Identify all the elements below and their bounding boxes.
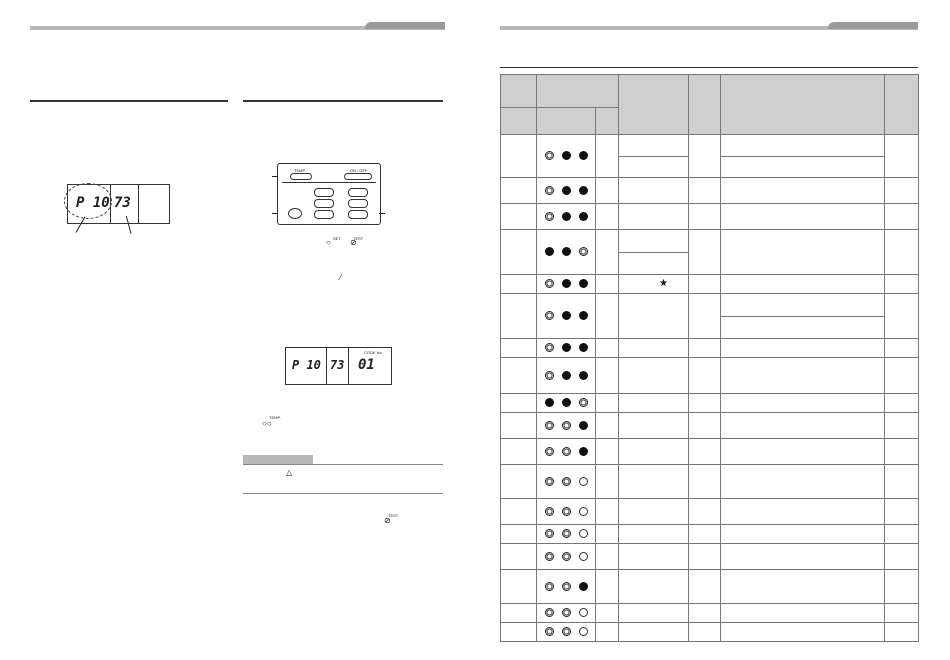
test-icon: ⊘ — [350, 238, 357, 247]
table-cell — [596, 394, 619, 413]
table-cell — [885, 439, 919, 465]
table-cell — [619, 413, 689, 439]
lcd-divider — [326, 348, 327, 384]
table-cell — [689, 294, 721, 339]
lamp-blink-icon — [562, 421, 571, 430]
lamp-on-icon — [579, 447, 588, 456]
table-cell — [619, 465, 689, 499]
table-row — [501, 623, 919, 642]
table-cell — [501, 623, 537, 642]
table-cell — [721, 499, 885, 525]
temp-arrows-icon: ○○ — [262, 419, 272, 428]
lamp-blink-icon — [579, 398, 588, 407]
table-cell — [619, 570, 689, 604]
lamp-blink-icon — [562, 582, 571, 591]
table-cell — [596, 294, 619, 339]
lamp-on-icon — [562, 212, 571, 221]
table-cell — [885, 294, 919, 339]
remote-left-bracket — [272, 176, 278, 177]
lamp-cell — [537, 604, 596, 623]
lamp-cell — [537, 230, 596, 275]
lamp-blink-icon — [562, 447, 571, 456]
lamp-cell — [537, 294, 596, 339]
table-cell — [721, 394, 885, 413]
table-cell — [689, 623, 721, 642]
test-small-icon: ⊘ — [384, 516, 391, 525]
lamp-on-icon — [562, 151, 571, 160]
lamp-blink-icon — [545, 529, 554, 538]
left-col-rule — [30, 100, 228, 102]
table-cell — [501, 499, 537, 525]
table-cell — [721, 570, 885, 604]
table-cell — [689, 358, 721, 394]
star-icon: ★ — [659, 278, 668, 289]
set-icon-label: SET — [333, 236, 341, 241]
onoff-button[interactable] — [344, 173, 372, 180]
lamp-on-icon — [562, 279, 571, 288]
table-cell — [619, 525, 689, 544]
table-row — [501, 439, 919, 465]
table-cell — [721, 604, 885, 623]
lamp-cell — [537, 358, 596, 394]
table-cell — [885, 275, 919, 294]
lcd-segment-left: P 10 — [76, 195, 110, 211]
table-cell — [885, 499, 919, 525]
lamp-blink-icon — [562, 507, 571, 516]
lamp-cell — [537, 439, 596, 465]
table-cell — [689, 439, 721, 465]
lamp-blink-icon — [545, 311, 554, 320]
lcd-segment-left: P 10 — [292, 358, 321, 372]
table-cell — [885, 604, 919, 623]
table-cell — [885, 204, 919, 230]
table-cell — [501, 339, 537, 358]
lamp-blink-icon — [545, 279, 554, 288]
table-cell — [721, 135, 885, 178]
lamp-off-icon — [579, 608, 588, 617]
table-cell — [885, 525, 919, 544]
table-row — [501, 604, 919, 623]
table-cell — [721, 465, 885, 499]
lcd-segment-right: 01 — [358, 357, 375, 373]
lamp-blink-icon — [545, 343, 554, 352]
table-cell — [501, 294, 537, 339]
note-rule-top — [243, 464, 443, 465]
table-cell — [501, 275, 537, 294]
note-icon: △ — [286, 468, 293, 477]
table-cell — [596, 358, 619, 394]
lamp-blink-icon — [545, 507, 554, 516]
lamp-on-icon — [579, 371, 588, 380]
table-cell — [596, 230, 619, 275]
set-button[interactable] — [314, 210, 334, 219]
lamp-cell — [537, 570, 596, 604]
table-cell — [501, 394, 537, 413]
lamp-blink-icon — [545, 447, 554, 456]
remote-divider — [282, 182, 376, 183]
table-cell — [596, 439, 619, 465]
table-cell — [689, 394, 721, 413]
test-icon-label: TEST — [353, 236, 364, 241]
table-row — [501, 413, 919, 439]
table-cell — [721, 178, 885, 204]
table-cell — [619, 339, 689, 358]
table-cell — [885, 339, 919, 358]
onoff-label: ON / OFF — [350, 168, 368, 173]
table-cell — [689, 525, 721, 544]
lamp-on-icon — [562, 371, 571, 380]
table-cell — [619, 499, 689, 525]
table-cell — [619, 623, 689, 642]
note-header-bar — [243, 455, 313, 464]
lamp-cell — [537, 499, 596, 525]
note-rule-bottom — [243, 493, 443, 494]
lamp-blink-icon — [545, 371, 554, 380]
lamp-on-icon — [545, 398, 554, 407]
mode-button[interactable] — [314, 199, 334, 208]
dashed-circle — [64, 183, 112, 219]
table-cell — [885, 570, 919, 604]
lamp-blink-icon — [545, 151, 554, 160]
table-cell — [596, 204, 619, 230]
table-row — [501, 339, 919, 358]
table-cell — [689, 544, 721, 570]
lamp-off-icon — [579, 627, 588, 636]
check-code-table — [500, 74, 919, 642]
table-row — [501, 275, 919, 294]
lamp-cell — [537, 339, 596, 358]
table-cell — [596, 339, 619, 358]
table-cell — [501, 439, 537, 465]
lamp-blink-icon — [545, 212, 554, 221]
table-cell — [721, 294, 885, 339]
lamp-off-icon — [579, 477, 588, 486]
table-cell — [596, 178, 619, 204]
table-cell — [885, 394, 919, 413]
lamp-on-icon — [562, 186, 571, 195]
lamp-on-icon — [579, 151, 588, 160]
table-row — [501, 358, 919, 394]
table-cell — [501, 570, 537, 604]
table-cell — [619, 204, 689, 230]
lamp-blink-icon — [562, 477, 571, 486]
lamp-cell — [537, 525, 596, 544]
table-cell — [885, 178, 919, 204]
table-row — [501, 570, 919, 604]
lamp-on-icon — [579, 311, 588, 320]
lamp-on-icon — [579, 582, 588, 591]
table-cell — [596, 465, 619, 499]
lamp-cell — [537, 623, 596, 642]
table-cell — [689, 275, 721, 294]
table-row — [501, 394, 919, 413]
lamp-cell — [537, 275, 596, 294]
lamp-blink-icon — [545, 627, 554, 636]
table-cell — [689, 570, 721, 604]
table-cell — [619, 544, 689, 570]
table-cell — [596, 135, 619, 178]
cell-divider — [619, 156, 688, 157]
lcd-segment-right: 73 — [114, 195, 131, 211]
lamp-blink-icon — [545, 186, 554, 195]
temp-small-label: TEMP. — [269, 415, 281, 420]
table-cell — [885, 230, 919, 275]
lamp-blink-icon — [545, 582, 554, 591]
table-row — [501, 499, 919, 525]
lamp-on-icon — [579, 186, 588, 195]
table-top-rule — [500, 67, 918, 68]
table-cell — [501, 544, 537, 570]
table-cell — [596, 544, 619, 570]
lamp-blink-icon — [562, 627, 571, 636]
table-cell — [885, 135, 919, 178]
table-cell — [619, 178, 689, 204]
lamp-on-icon — [562, 247, 571, 256]
table-cell — [619, 275, 689, 294]
table-cell — [689, 465, 721, 499]
table-cell — [596, 525, 619, 544]
table-cell — [619, 604, 689, 623]
table-cell — [501, 413, 537, 439]
cell-divider — [619, 252, 688, 253]
lcd-segment-mid: 73 — [330, 358, 345, 372]
table-cell — [885, 465, 919, 499]
lamp-blink-icon — [545, 552, 554, 561]
table-row — [501, 178, 919, 204]
lamp-blink-icon — [545, 477, 554, 486]
table-cell — [689, 135, 721, 178]
table-cell — [501, 135, 537, 178]
table-cell — [619, 230, 689, 275]
lamp-on-icon — [545, 247, 554, 256]
table-header-row — [501, 75, 919, 108]
right-col-rule — [243, 100, 443, 102]
lamp-off-icon — [579, 507, 588, 516]
table-row — [501, 294, 919, 339]
remote-left-bracket — [272, 213, 278, 214]
lamp-cell — [537, 465, 596, 499]
table-cell — [501, 604, 537, 623]
table-row — [501, 135, 919, 178]
table-cell — [885, 413, 919, 439]
lamp-on-icon — [562, 311, 571, 320]
remote-controller — [277, 163, 381, 225]
table-cell — [596, 413, 619, 439]
table-cell — [721, 525, 885, 544]
slash-mark: ⁄ — [340, 273, 342, 282]
lamp-cell — [537, 178, 596, 204]
table-cell — [501, 178, 537, 204]
table-cell — [501, 525, 537, 544]
table-cell — [596, 604, 619, 623]
table-cell — [721, 623, 885, 642]
table-cell — [689, 178, 721, 204]
table-cell — [619, 394, 689, 413]
fan-button[interactable] — [348, 188, 368, 197]
test-button[interactable] — [288, 208, 302, 219]
table-cell — [721, 413, 885, 439]
table-cell — [721, 204, 885, 230]
lamp-blink-icon — [562, 552, 571, 561]
table-cell — [689, 339, 721, 358]
remote-right-bracket — [379, 213, 385, 214]
timer-set-button[interactable] — [314, 188, 334, 197]
table-cell — [689, 499, 721, 525]
lamp-off-icon — [579, 529, 588, 538]
lcd-divider — [138, 185, 139, 223]
lcd-display-2 — [285, 347, 392, 385]
code-no-label: CODE No. — [364, 350, 383, 355]
lamp-on-icon — [579, 212, 588, 221]
lamp-off-icon — [579, 552, 588, 561]
temp-button[interactable] — [290, 173, 312, 180]
lcd-divider — [348, 348, 349, 384]
lamp-blink-icon — [545, 421, 554, 430]
lamp-blink-icon — [562, 529, 571, 538]
table-cell — [885, 544, 919, 570]
table-cell — [721, 544, 885, 570]
table-cell — [689, 204, 721, 230]
lamp-cell — [537, 135, 596, 178]
lamp-cell — [537, 204, 596, 230]
lamp-on-icon — [579, 421, 588, 430]
table-cell — [721, 339, 885, 358]
table-row — [501, 525, 919, 544]
table-cell — [689, 604, 721, 623]
cell-divider — [721, 316, 884, 317]
left-header-tab — [365, 22, 445, 29]
cell-divider — [721, 156, 884, 157]
table-cell — [721, 358, 885, 394]
table-cell — [721, 439, 885, 465]
louver-button[interactable] — [348, 210, 368, 219]
table-cell — [596, 623, 619, 642]
table-cell — [885, 358, 919, 394]
table-cell — [619, 439, 689, 465]
table-row — [501, 204, 919, 230]
table-cell — [596, 499, 619, 525]
set-icon: ○ — [326, 238, 331, 247]
table-cell — [596, 570, 619, 604]
lamp-cell — [537, 413, 596, 439]
table-row — [501, 544, 919, 570]
right-header-tab — [828, 22, 918, 29]
table-cell — [619, 294, 689, 339]
lamp-on-icon — [562, 343, 571, 352]
table-cell — [689, 413, 721, 439]
table-cell — [619, 358, 689, 394]
table-cell — [596, 275, 619, 294]
table-cell — [721, 230, 885, 275]
temp-label: TEMP. — [294, 168, 306, 173]
table-cell — [501, 358, 537, 394]
table-row — [501, 230, 919, 275]
lamp-cell — [537, 394, 596, 413]
table-cell — [501, 465, 537, 499]
table-cell — [501, 230, 537, 275]
lamp-on-icon — [562, 398, 571, 407]
table-row — [501, 465, 919, 499]
lamp-cell — [537, 544, 596, 570]
lamp-blink-icon — [562, 608, 571, 617]
table-cell — [721, 275, 885, 294]
table-cell — [689, 230, 721, 275]
swing-button[interactable] — [348, 199, 368, 208]
table-cell — [619, 135, 689, 178]
test-small-label: TEST — [388, 513, 399, 518]
lamp-blink-icon — [545, 608, 554, 617]
table-cell — [885, 623, 919, 642]
lamp-blink-icon — [579, 247, 588, 256]
lamp-on-icon — [579, 279, 588, 288]
table-cell — [501, 204, 537, 230]
lamp-on-icon — [579, 343, 588, 352]
